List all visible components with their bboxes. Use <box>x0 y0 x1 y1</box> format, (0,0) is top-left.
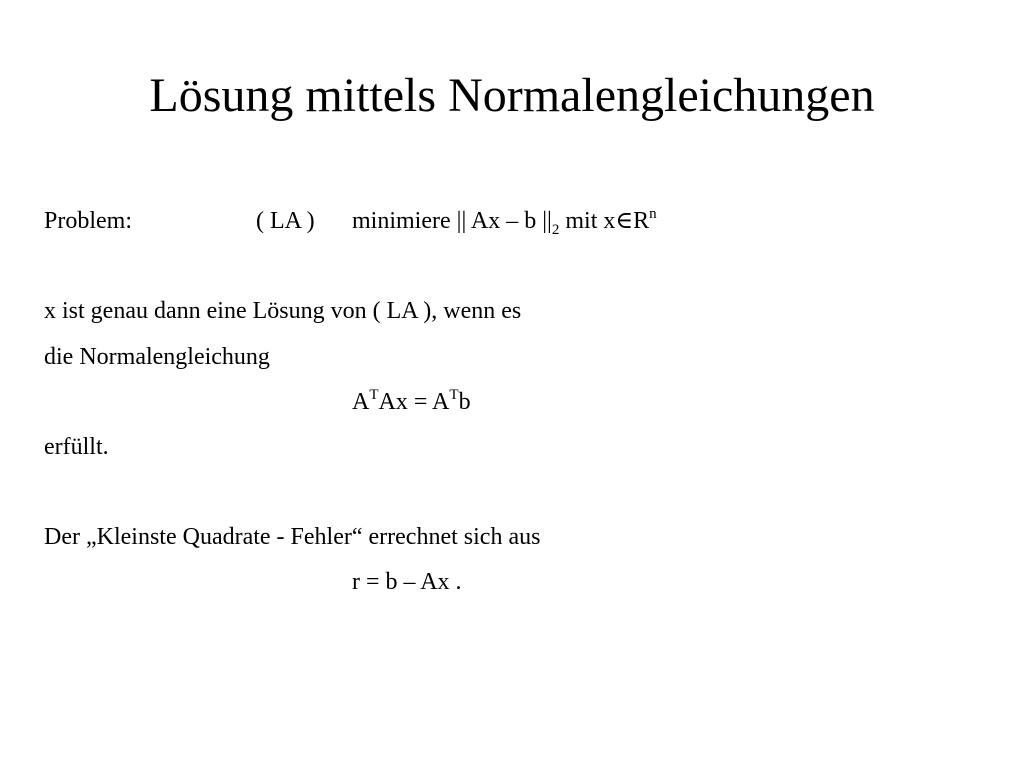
normal-equation <box>352 387 471 417</box>
text-line-4: Der „Kleinste Quadrate - Fehler“ errechnet sich aus <box>44 524 541 550</box>
text-line-1: x ist genau dann eine Lösung von ( LA ), wenn es <box>44 298 522 324</box>
eq-transpose-2: T <box>449 387 459 403</box>
formula-mid: mit x <box>559 208 616 234</box>
space-symbol: R <box>633 208 650 234</box>
norm-subscript: 2 <box>551 221 560 238</box>
text-line-3: erfüllt. <box>44 434 109 460</box>
formula-text: minimiere || Ax – b || <box>352 208 552 234</box>
text-line-2: die Normalengleichung <box>44 344 270 370</box>
problem-tag: ( LA ) <box>256 208 315 234</box>
element-of-symbol: ∈ <box>615 208 634 234</box>
residual-equation: r = b – Ax . <box>352 569 462 595</box>
slide-title: Lösung mittels Normalengleichungen <box>149 69 875 122</box>
space-superscript: n <box>649 206 657 222</box>
problem-label: Problem: <box>44 208 132 234</box>
eq-a1: A <box>352 389 370 415</box>
problem-formula <box>352 206 657 236</box>
eq-transpose-1: T <box>369 387 379 403</box>
eq-end: b <box>458 389 471 415</box>
eq-mid: Ax = A <box>378 389 450 415</box>
